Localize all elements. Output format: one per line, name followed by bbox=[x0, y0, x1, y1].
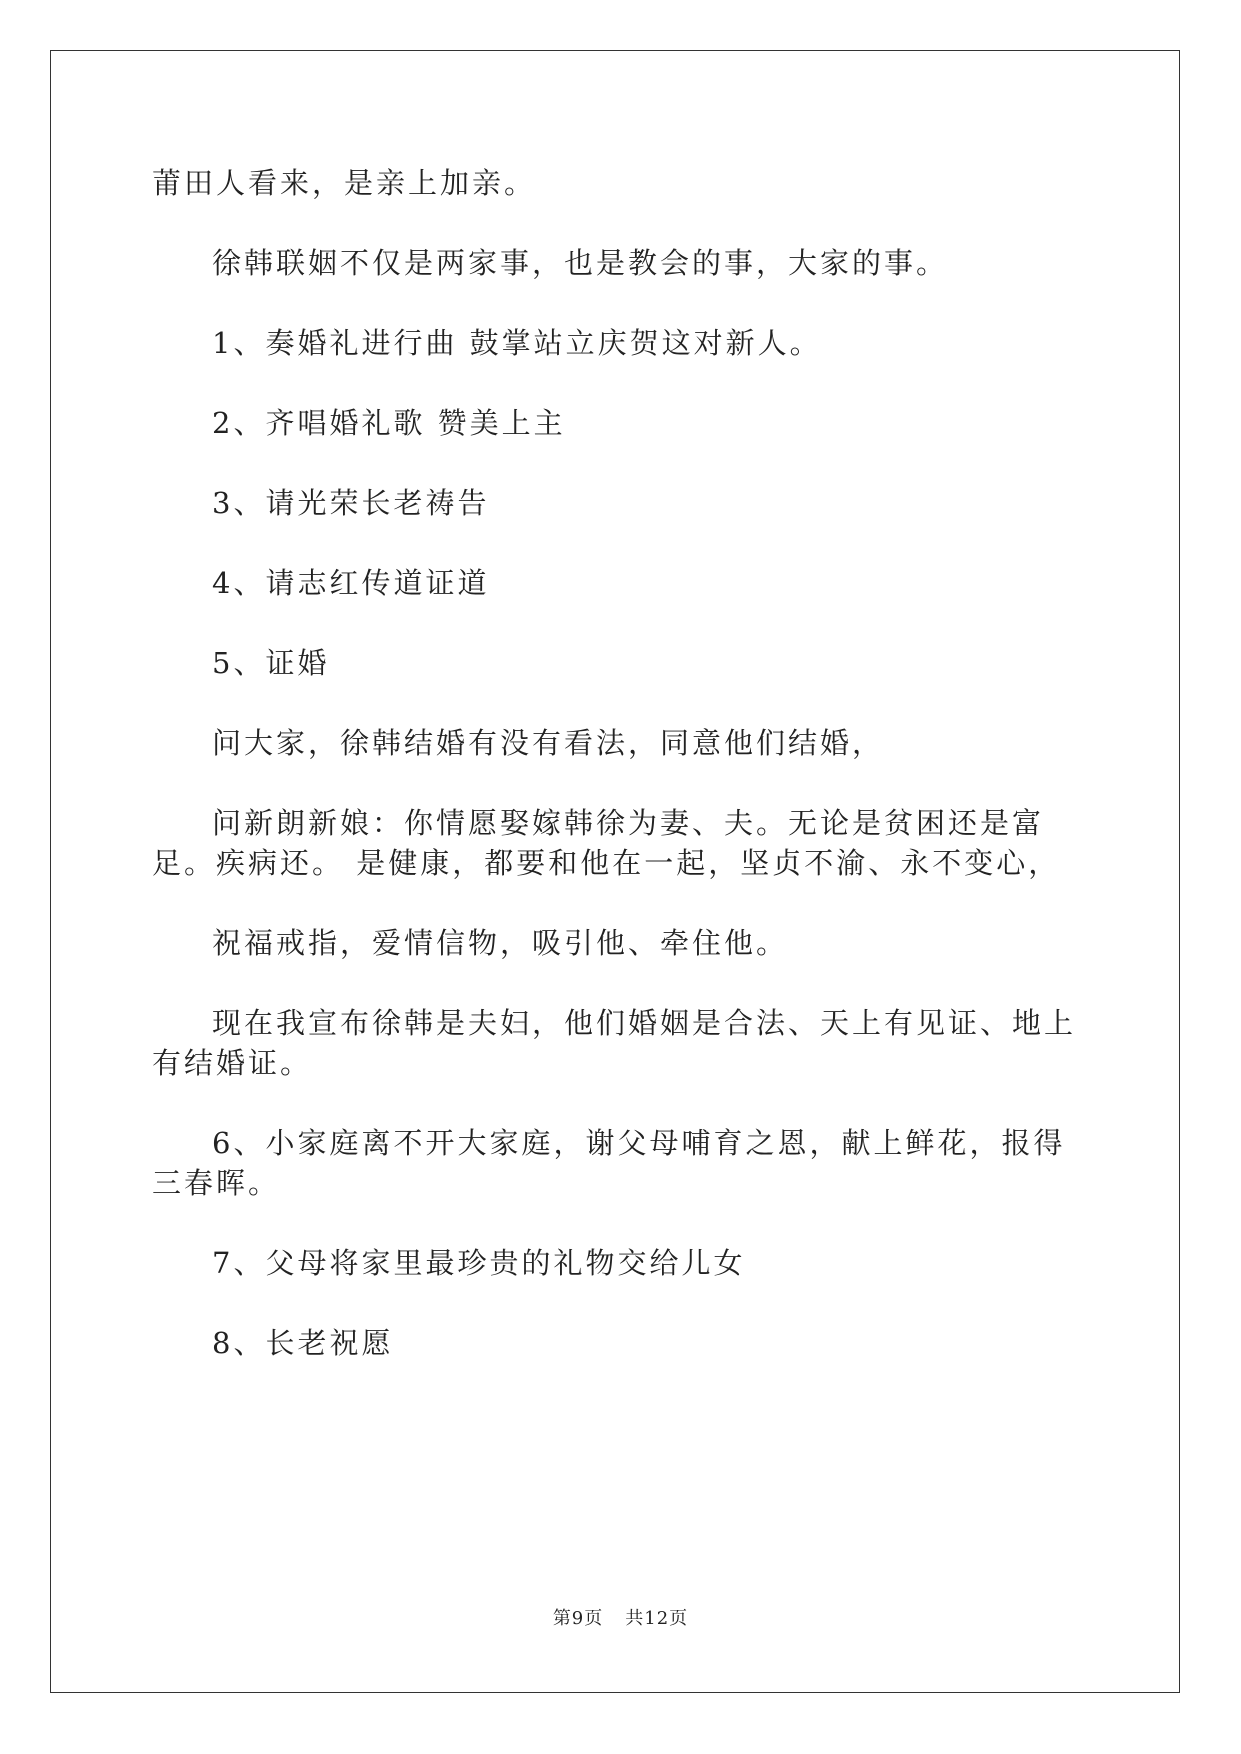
list-item: 4、请志红传道证道 bbox=[212, 566, 490, 600]
paragraph: 祝福戒指，爱情信物，吸引他、牵住他。 bbox=[212, 926, 789, 960]
paragraph: 问新朗新娘：你情愿娶嫁韩徐为妻、夫。无论是贫困还是富足。疾病还。 是健康，都要和他在一起，坚贞不渝、永不变心， bbox=[152, 806, 1061, 880]
page-footer bbox=[0, 1604, 1241, 1630]
page-total: 共12页 bbox=[625, 1608, 689, 1629]
list-item: 6、小家庭离不开大家庭，谢父母哺育之恩，献上鲜花，报得三春晖。 bbox=[152, 1126, 1066, 1200]
list-item: 1、奏婚礼进行曲 鼓掌站立庆贺这对新人。 bbox=[212, 326, 822, 360]
document-body bbox=[152, 163, 1092, 1403]
paragraph: 现在我宣布徐韩是夫妇，他们婚姻是合法、天上有见证、地上有结婚证。 bbox=[152, 1006, 1077, 1080]
list-item: 8、长老祝愿 bbox=[212, 1326, 394, 1360]
paragraph: 问大家，徐韩结婚有没有看法，同意他们结婚， bbox=[212, 726, 885, 760]
page-number: 第9页 bbox=[552, 1608, 604, 1629]
list-item: 3、请光荣长老祷告 bbox=[212, 486, 490, 520]
paragraph: 徐韩联姻不仅是两家事，也是教会的事，大家的事。 bbox=[212, 246, 949, 280]
list-item: 7、父母将家里最珍贵的礼物交给儿女 bbox=[212, 1246, 746, 1280]
paragraph: 莆田人看来，是亲上加亲。 bbox=[152, 166, 537, 200]
list-item: 5、证婚 bbox=[212, 646, 330, 680]
list-item: 2、齐唱婚礼歌 赞美上主 bbox=[212, 406, 566, 440]
